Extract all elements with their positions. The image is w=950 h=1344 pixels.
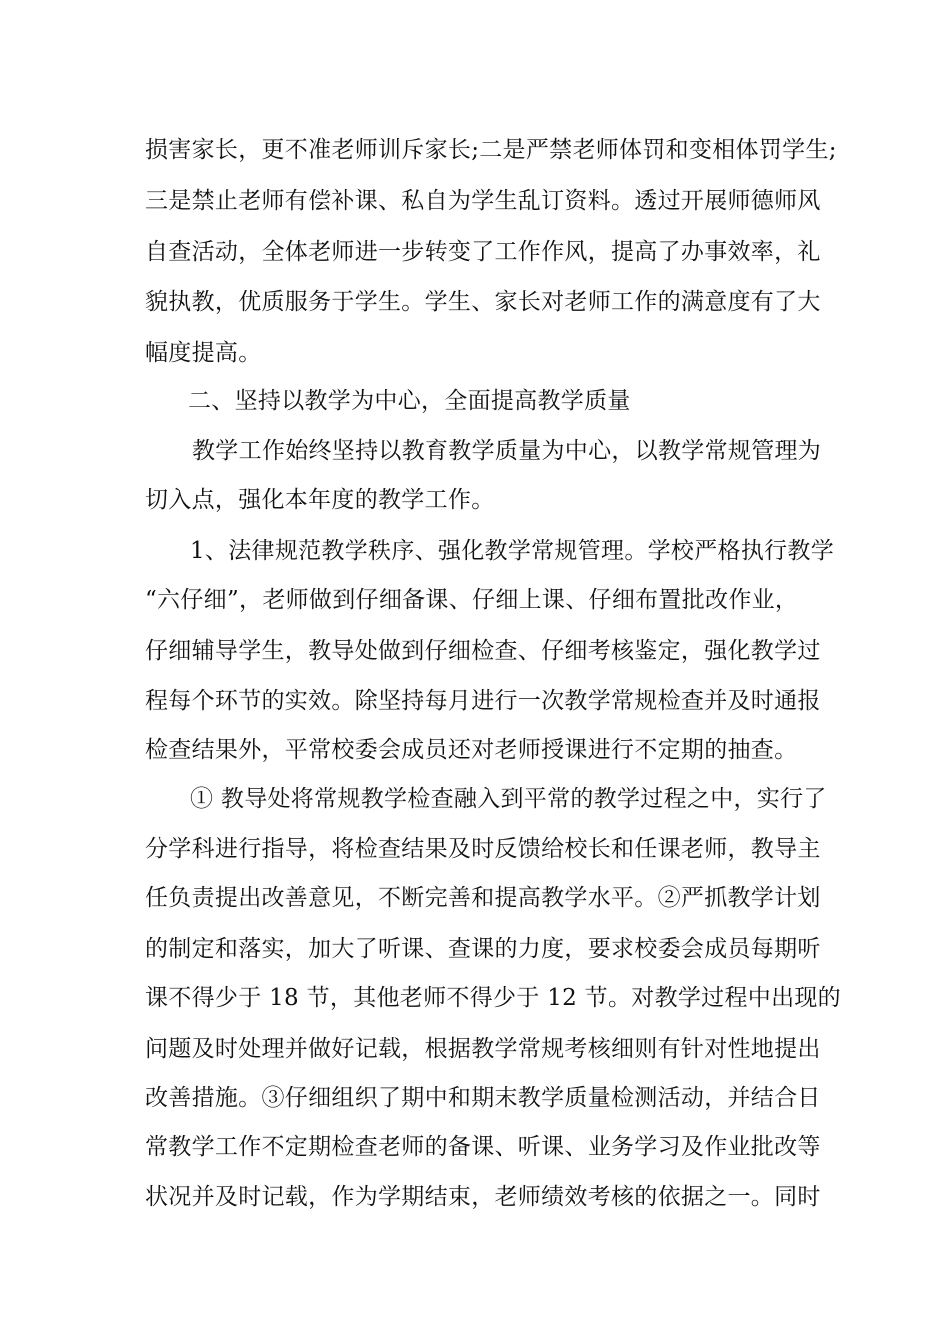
text-line-11: 仔细辅导学生，教导处做到仔细检查、仔细考核鉴定，强化教学过 bbox=[145, 638, 821, 664]
text-line-18: 课不得少于 18 节，其他老师不得少于 12 节。对教学过程中出现的 bbox=[145, 985, 841, 1011]
text-line-9: 1、法律规范教学秩序、强化教学常规管理。学校严格执行教学 bbox=[190, 538, 835, 564]
text-line-15: 分学科进行指导，将检查结果及时反馈给校长和任课老师，教导主 bbox=[145, 836, 821, 862]
text-line-17: 的制定和落实，加大了听课、查课的力度，要求校委会成员每期听 bbox=[145, 936, 821, 962]
text-line-3: 自查活动，全体老师进一步转变了工作作风，提高了办事效率，礼 bbox=[145, 239, 821, 265]
text-line-4: 貌执教，优质服务于学生。学生、家长对老师工作的满意度有了大 bbox=[145, 289, 821, 315]
text-line-19: 问题及时处理并做好记载，根据教学常规考核细则有针对性地提出 bbox=[145, 1036, 821, 1062]
text-line-7: 教学工作始终坚持以教育教学质量为中心，以教学常规管理为 bbox=[192, 438, 822, 464]
text-line-2: 三是禁止老师有偿补课、私自为学生乱订资料。透过开展师德师风 bbox=[145, 188, 821, 214]
text-line-1: 损害家长，更不准老师训斥家长;二是严禁老师体罚和变相体罚学生; bbox=[145, 137, 837, 163]
text-line-21: 常教学工作不定期检查老师的备课、听课、业务学习及作业批改等 bbox=[145, 1134, 821, 1160]
text-line-13: 检查结果外，平常校委会成员还对老师授课进行不定期的抽查。 bbox=[145, 737, 798, 763]
text-line-12: 程每个环节的实效。除坚持每月进行一次教学常规检查并及时通报 bbox=[145, 688, 821, 714]
text-line-16: 任负责提出改善意见，不断完善和提高教学水平。②严抓教学计划 bbox=[145, 885, 821, 911]
text-line-5: 幅度提高。 bbox=[145, 340, 262, 366]
section-heading: 二、坚持以教学为中心，全面提高教学质量 bbox=[188, 388, 631, 414]
text-line-20: 改善措施。③仔细组织了期中和期末教学质量检测活动，并结合日 bbox=[145, 1085, 821, 1111]
text-line-14: ① 教导处将常规教学检查融入到平常的教学过程之中，实行了 bbox=[190, 786, 827, 812]
text-line-22: 状况并及时记载，作为学期结束，老师绩效考核的依据之一。同时 bbox=[145, 1184, 821, 1210]
text-line-10: “六仔细”，老师做到仔细备课、仔细上课、仔细布置批改作业， bbox=[145, 587, 799, 613]
text-line-8: 切入点，强化本年度的教学工作。 bbox=[145, 487, 495, 513]
